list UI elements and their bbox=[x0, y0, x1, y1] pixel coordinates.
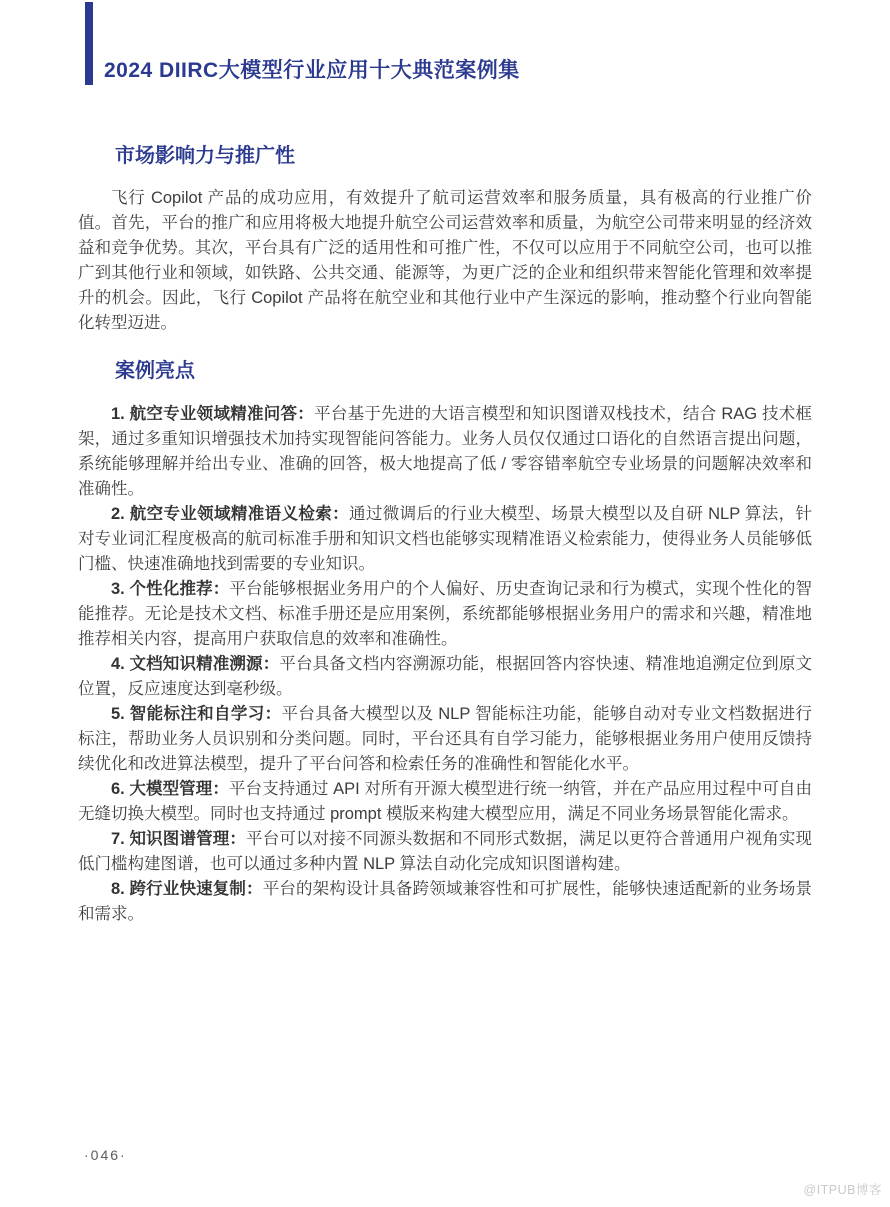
highlight-item bbox=[78, 577, 812, 652]
section-heading-case-highlights: 案例亮点 bbox=[115, 360, 195, 382]
highlight-item-text: 平台具备文档内容溯源功能，根据回答内容快速、精准地追溯定位到原文位置，反应速度达到毫秒级。 bbox=[78, 655, 812, 698]
highlight-item-text: 平台的架构设计具备跨领域兼容性和可扩展性，能够快速适配新的业务场景和需求。 bbox=[78, 880, 812, 923]
highlight-item bbox=[78, 702, 812, 777]
watermark: @ITPUB博客 bbox=[803, 1183, 882, 1197]
highlight-item-lead: 4. 文档知识精准溯源： bbox=[111, 655, 280, 673]
highlight-item-lead: 8. 跨行业快速复制： bbox=[111, 880, 263, 898]
highlight-item bbox=[78, 877, 812, 927]
section-heading-market-impact: 市场影响力与推广性 bbox=[115, 145, 295, 167]
doc-title: 2024 DIIRC大模型行业应用十大典范案例集 bbox=[104, 59, 520, 82]
highlight-item bbox=[78, 402, 812, 502]
highlight-item-lead: 1. 航空专业领域精准问答： bbox=[111, 405, 315, 423]
highlight-item-text: 平台支持通过 API 对所有开源大模型进行统一纳管，并在产品应用过程中可自由无缝切换大模型。同时也支持通过 prompt 模版来构建大模型应用，满足不同业务场景智能化需求。 bbox=[78, 780, 812, 823]
market-impact-paragraph: 飞行 Copilot 产品的成功应用，有效提升了航司运营效率和服务质量，具有极高的行业推广价值。首先，平台的推广和应用将极大地提升航空公司运营效率和质量，为航空公司带来明显的经济效益和竞争优势。其次，平台具有广泛的适用性和可推广性，不仅可以应用于不同航空公司，也可以推广到其他行业和领域，如铁路、公共交通、能源等，为更广泛的企业和组织带来智能化管理和效率提升的机会。因此，飞行 Copilot 产品将在航空业和其他行业中产生深远的影响，推动整个行业向智能化转型迈进。 bbox=[78, 189, 812, 332]
highlight-item-lead: 2. 航空专业领域精准语义检索： bbox=[111, 505, 349, 523]
highlight-item-text: 平台可以对接不同源头数据和不同形式数据，满足以更符合普通用户视角实现低门槛构建图谱，也可以通过多种内置 NLP 算法自动化完成知识图谱构建。 bbox=[78, 830, 812, 873]
highlight-item-lead: 5. 智能标注和自学习： bbox=[111, 705, 282, 723]
highlight-item-text: 通过微调后的行业大模型、场景大模型以及自研 NLP 算法，针对专业词汇程度极高的航司标准手册和知识文档也能够实现精准语义检索能力，使得业务人员能够低门槛、快速准确地找到需要的专业知识。 bbox=[78, 505, 812, 573]
highlight-item bbox=[78, 777, 812, 827]
highlight-item bbox=[78, 502, 812, 577]
highlight-item-lead: 6. 大模型管理： bbox=[111, 780, 229, 798]
highlight-item bbox=[78, 652, 812, 702]
highlight-item-lead: 7. 知识图谱管理： bbox=[111, 830, 247, 848]
highlights-list bbox=[78, 402, 812, 927]
highlight-item-lead: 3. 个性化推荐： bbox=[111, 580, 230, 598]
highlight-item-text: 平台基于先进的大语言模型和知识图谱双栈技术，结合 RAG 技术框架，通过多重知识增强技术加持实现智能问答能力。业务人员仅仅通过口语化的自然语言提出问题，系统能够理解并给出专业、准确的回答，极大地提高了低 / 零容错率航空专业场景的问题解决效率和准确性。 bbox=[78, 405, 812, 498]
highlight-item-text: 平台具备大模型以及 NLP 智能标注功能，能够自动对专业文档数据进行标注，帮助业务人员识别和分类问题。同时，平台还具有自学习能力，能够根据业务用户使用反馈持续优化和改进算法模型，提升了平台问答和检索任务的准确性和智能化水平。 bbox=[78, 705, 812, 773]
page-number: ·046· bbox=[84, 1147, 127, 1163]
highlight-item bbox=[78, 827, 812, 877]
highlight-item-text: 平台能够根据业务用户的个人偏好、历史查询记录和行为模式，实现个性化的智能推荐。无论是技术文档、标准手册还是应用案例，系统都能够根据业务用户的需求和兴趣，精准地推荐相关内容，提高用户获取信息的效率和准确性。 bbox=[78, 580, 812, 648]
header-accent-bar bbox=[85, 2, 93, 85]
main-content bbox=[78, 131, 812, 927]
